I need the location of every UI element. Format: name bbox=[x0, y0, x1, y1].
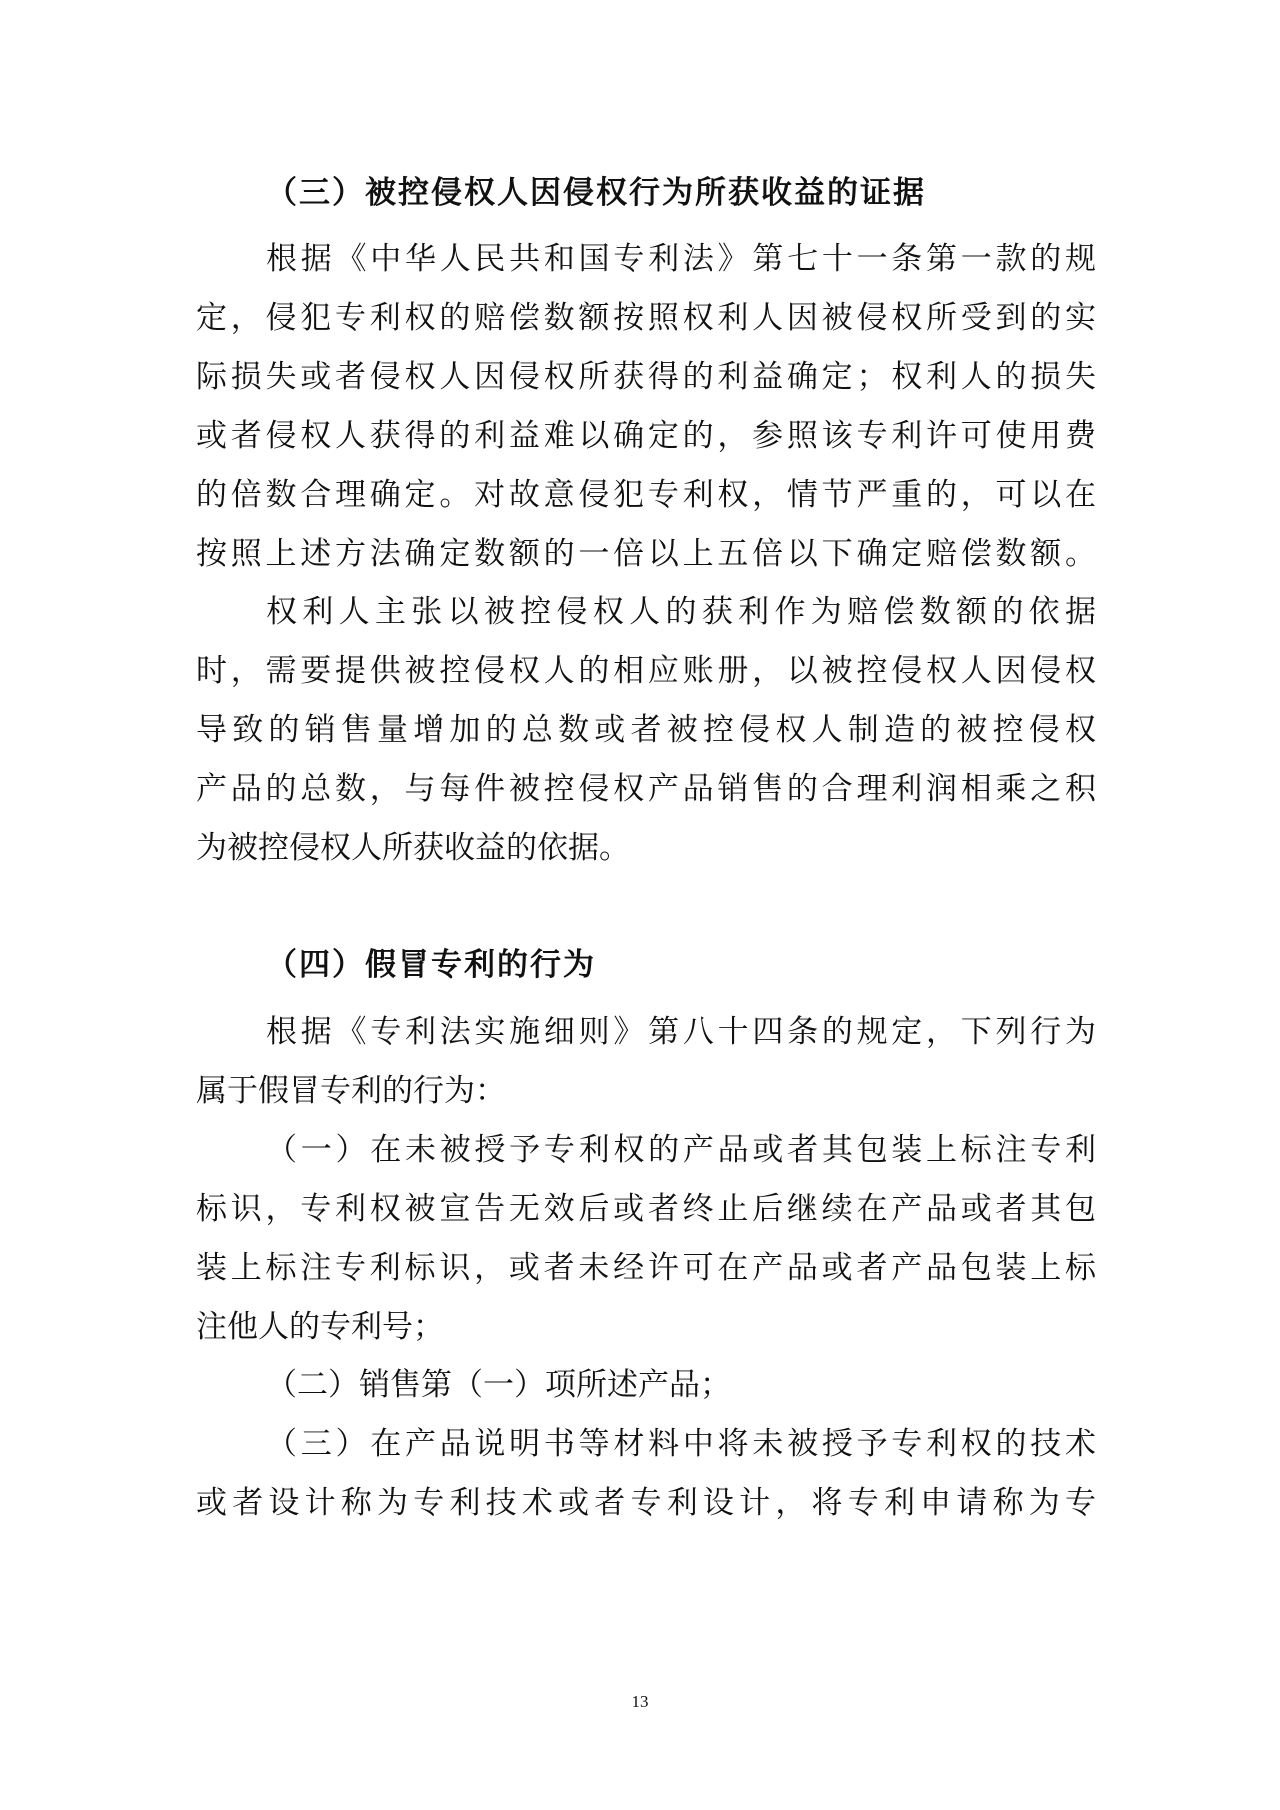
section-heading-3: （三）被控侵权人因侵权行为所获收益的证据 bbox=[266, 175, 926, 211]
page-number: 13 bbox=[631, 1692, 649, 1711]
paragraph-line: 或者侵权人获得的利益难以确定的，参照该专利许可使用费 bbox=[196, 418, 1096, 454]
paragraph-line: 时，需要提供被控侵权人的相应账册，以被控侵权人因侵权 bbox=[196, 653, 1096, 689]
paragraph-line: 际损失或者侵权人因侵权所获得的利益确定；权利人的损失 bbox=[196, 359, 1096, 395]
list-item-line: （一）在未被授予专利权的产品或者其包装上标注专利 bbox=[266, 1132, 1096, 1168]
paragraph-line: 权利人主张以被控侵权人的获利作为赔偿数额的依据 bbox=[266, 594, 1096, 630]
list-item-line: （二）销售第（一）项所述产品； bbox=[266, 1367, 731, 1403]
paragraph-line: 按照上述方法确定数额的一倍以上五倍以下确定赔偿数额。 bbox=[196, 536, 1096, 572]
section-heading-4: （四）假冒专利的行为 bbox=[266, 947, 596, 983]
list-item-line: （三）在产品说明书等材料中将未被授予专利权的技术 bbox=[266, 1426, 1096, 1462]
list-item-line: 注他人的专利号； bbox=[196, 1309, 444, 1345]
list-item-line: 或者设计称为专利技术或者专利设计，将专利申请称为专 bbox=[196, 1485, 1096, 1521]
list-item-line: 装上标注专利标识，或者未经许可在产品或者产品包装上标 bbox=[196, 1250, 1096, 1286]
list-item-line: 标识，专利权被宣告无效后或者终止后继续在产品或者其包 bbox=[196, 1191, 1096, 1227]
paragraph-line: 的倍数合理确定。对故意侵犯专利权，情节严重的，可以在 bbox=[196, 477, 1096, 513]
paragraph-line: 根据《中华人民共和国专利法》第七十一条第一款的规 bbox=[266, 241, 1096, 277]
paragraph-line: 根据《专利法实施细则》第八十四条的规定，下列行为 bbox=[266, 1014, 1096, 1050]
paragraph-line: 定，侵犯专利权的赔偿数额按照权利人因被侵权所受到的实 bbox=[196, 300, 1096, 336]
paragraph-line: 为被控侵权人所获收益的依据。 bbox=[196, 830, 630, 866]
paragraph-line: 导致的销售量增加的总数或者被控侵权人制造的被控侵权 bbox=[196, 712, 1096, 748]
paragraph-line: 产品的总数，与每件被控侵权产品销售的合理利润相乘之积 bbox=[196, 771, 1096, 807]
paragraph-line: 属于假冒专利的行为： bbox=[196, 1073, 506, 1109]
